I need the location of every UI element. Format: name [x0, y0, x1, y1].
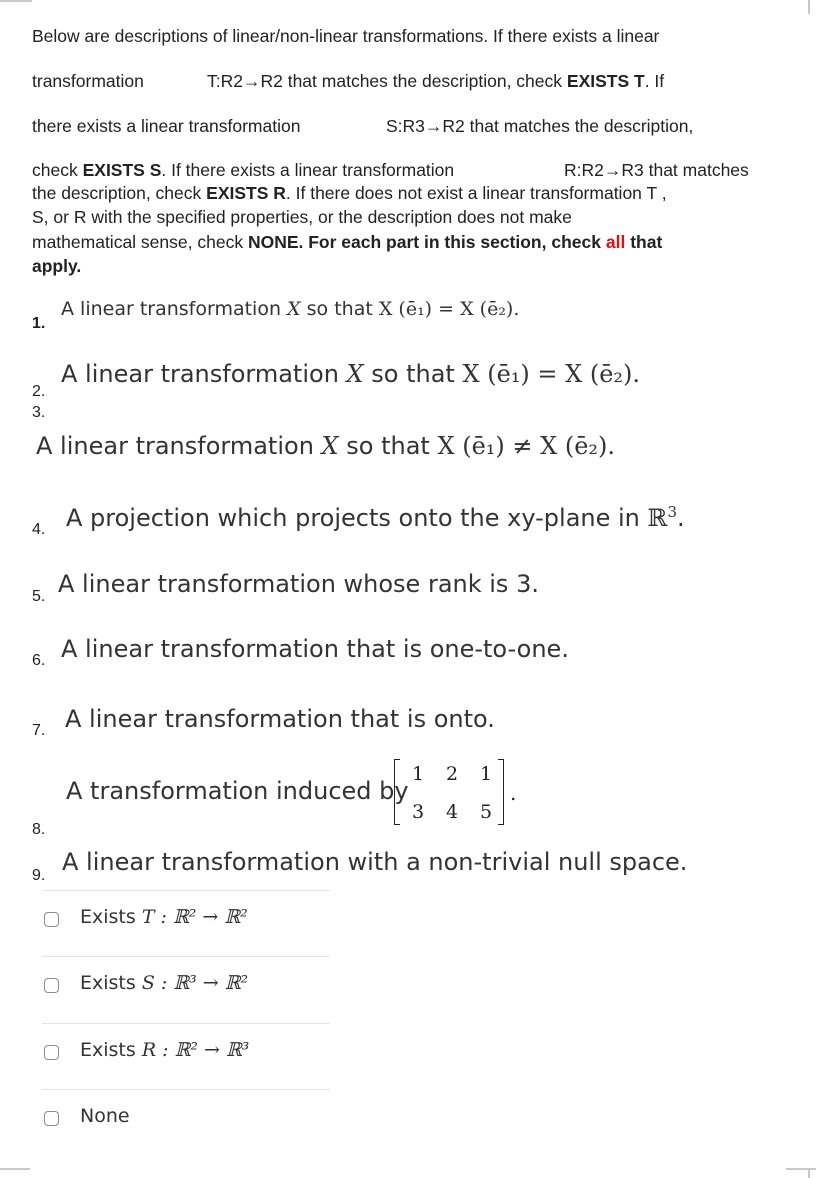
intro-line-7: mathematical sense, check NONE. For each part in this section, check all that — [32, 232, 663, 252]
option-label: Exists T : ℝ² → ℝ² — [80, 906, 248, 928]
matrix — [394, 757, 538, 829]
matrix-period: . — [510, 781, 517, 805]
intro-there-exists: there exists a linear transformation — [32, 116, 301, 136]
matrix-right-bracket — [498, 759, 504, 825]
intro-transformation-word: transformation — [32, 71, 144, 91]
checkbox[interactable] — [44, 1045, 59, 1060]
item-number: 6. — [32, 652, 46, 669]
matrix-cell: 4 — [445, 801, 459, 823]
item-number: 2. — [32, 383, 46, 400]
item-number: 5. — [32, 588, 46, 605]
option-exists-s[interactable] — [42, 956, 330, 1022]
item-number: 7. — [32, 722, 46, 739]
intro-line-6: S, or R with the specified properties, or the description does not make — [32, 207, 572, 227]
option-divider — [42, 1023, 330, 1024]
option-divider — [42, 1089, 330, 1090]
matrix-cell: 2 — [445, 763, 459, 785]
item-text: A linear transformation that is onto. — [65, 705, 495, 733]
checkbox[interactable] — [44, 912, 59, 927]
matrix-cell: 1 — [411, 763, 425, 785]
item-text: A projection which projects onto the xy-plane in ℝ$^3$. — [66, 503, 685, 532]
item-number: 8. — [32, 821, 46, 838]
item-text: A linear transformation X so that X (ē₁) = X (ē₂). — [61, 360, 641, 388]
item-number: 9. — [32, 867, 46, 884]
matrix-left-bracket — [394, 759, 400, 825]
option-divider — [42, 956, 330, 957]
item-number: 3. — [32, 404, 46, 421]
option-exists-t[interactable] — [42, 890, 330, 956]
item-number: 4. — [32, 521, 46, 538]
intro-line-8: apply. — [32, 256, 82, 276]
matrix-cell: 3 — [411, 801, 425, 823]
item-text: A transformation induced by — [66, 777, 409, 805]
option-label: None — [80, 1105, 130, 1127]
option-none[interactable] — [42, 1089, 330, 1155]
intro-s-line: check EXISTS S. If there exists a linear transformation — [32, 160, 455, 180]
intro-s-map: S:R3→R2 that matches the description, — [386, 116, 694, 136]
intro-line-1: Below are descriptions of linear/non-linear transformations. If there exists a linear — [32, 26, 660, 46]
option-divider — [42, 890, 330, 891]
checkbox[interactable] — [44, 1111, 59, 1126]
matrix-cell: 1 — [479, 763, 493, 785]
item-number: 1. — [32, 315, 46, 332]
intro-r-map: R:R2→R3 that matches — [564, 160, 749, 180]
matrix-cell: 5 — [479, 801, 493, 823]
option-exists-r[interactable] — [42, 1023, 330, 1089]
item-text: A linear transformation X so that X (ē₁) = X (ē₂). — [61, 298, 520, 320]
item-text: A linear transformation that is one-to-one. — [61, 635, 569, 663]
option-label: Exists R : ℝ² → ℝ³ — [80, 1039, 250, 1061]
option-label: Exists S : ℝ³ → ℝ² — [80, 972, 249, 994]
item-text: A linear transformation with a non-trivial null space. — [62, 848, 688, 876]
intro-t-line: T:R2→R2 that matches the description, check EXISTS T. If — [207, 71, 665, 91]
intro-r-line: the description, check EXISTS R. If there does not exist a linear transformation T , — [32, 183, 667, 203]
item-text: A linear transformation X so that X (ē₁) ≠ X (ē₂). — [36, 432, 616, 460]
checkbox[interactable] — [44, 978, 59, 993]
item-text: A linear transformation whose rank is 3. — [58, 570, 539, 598]
